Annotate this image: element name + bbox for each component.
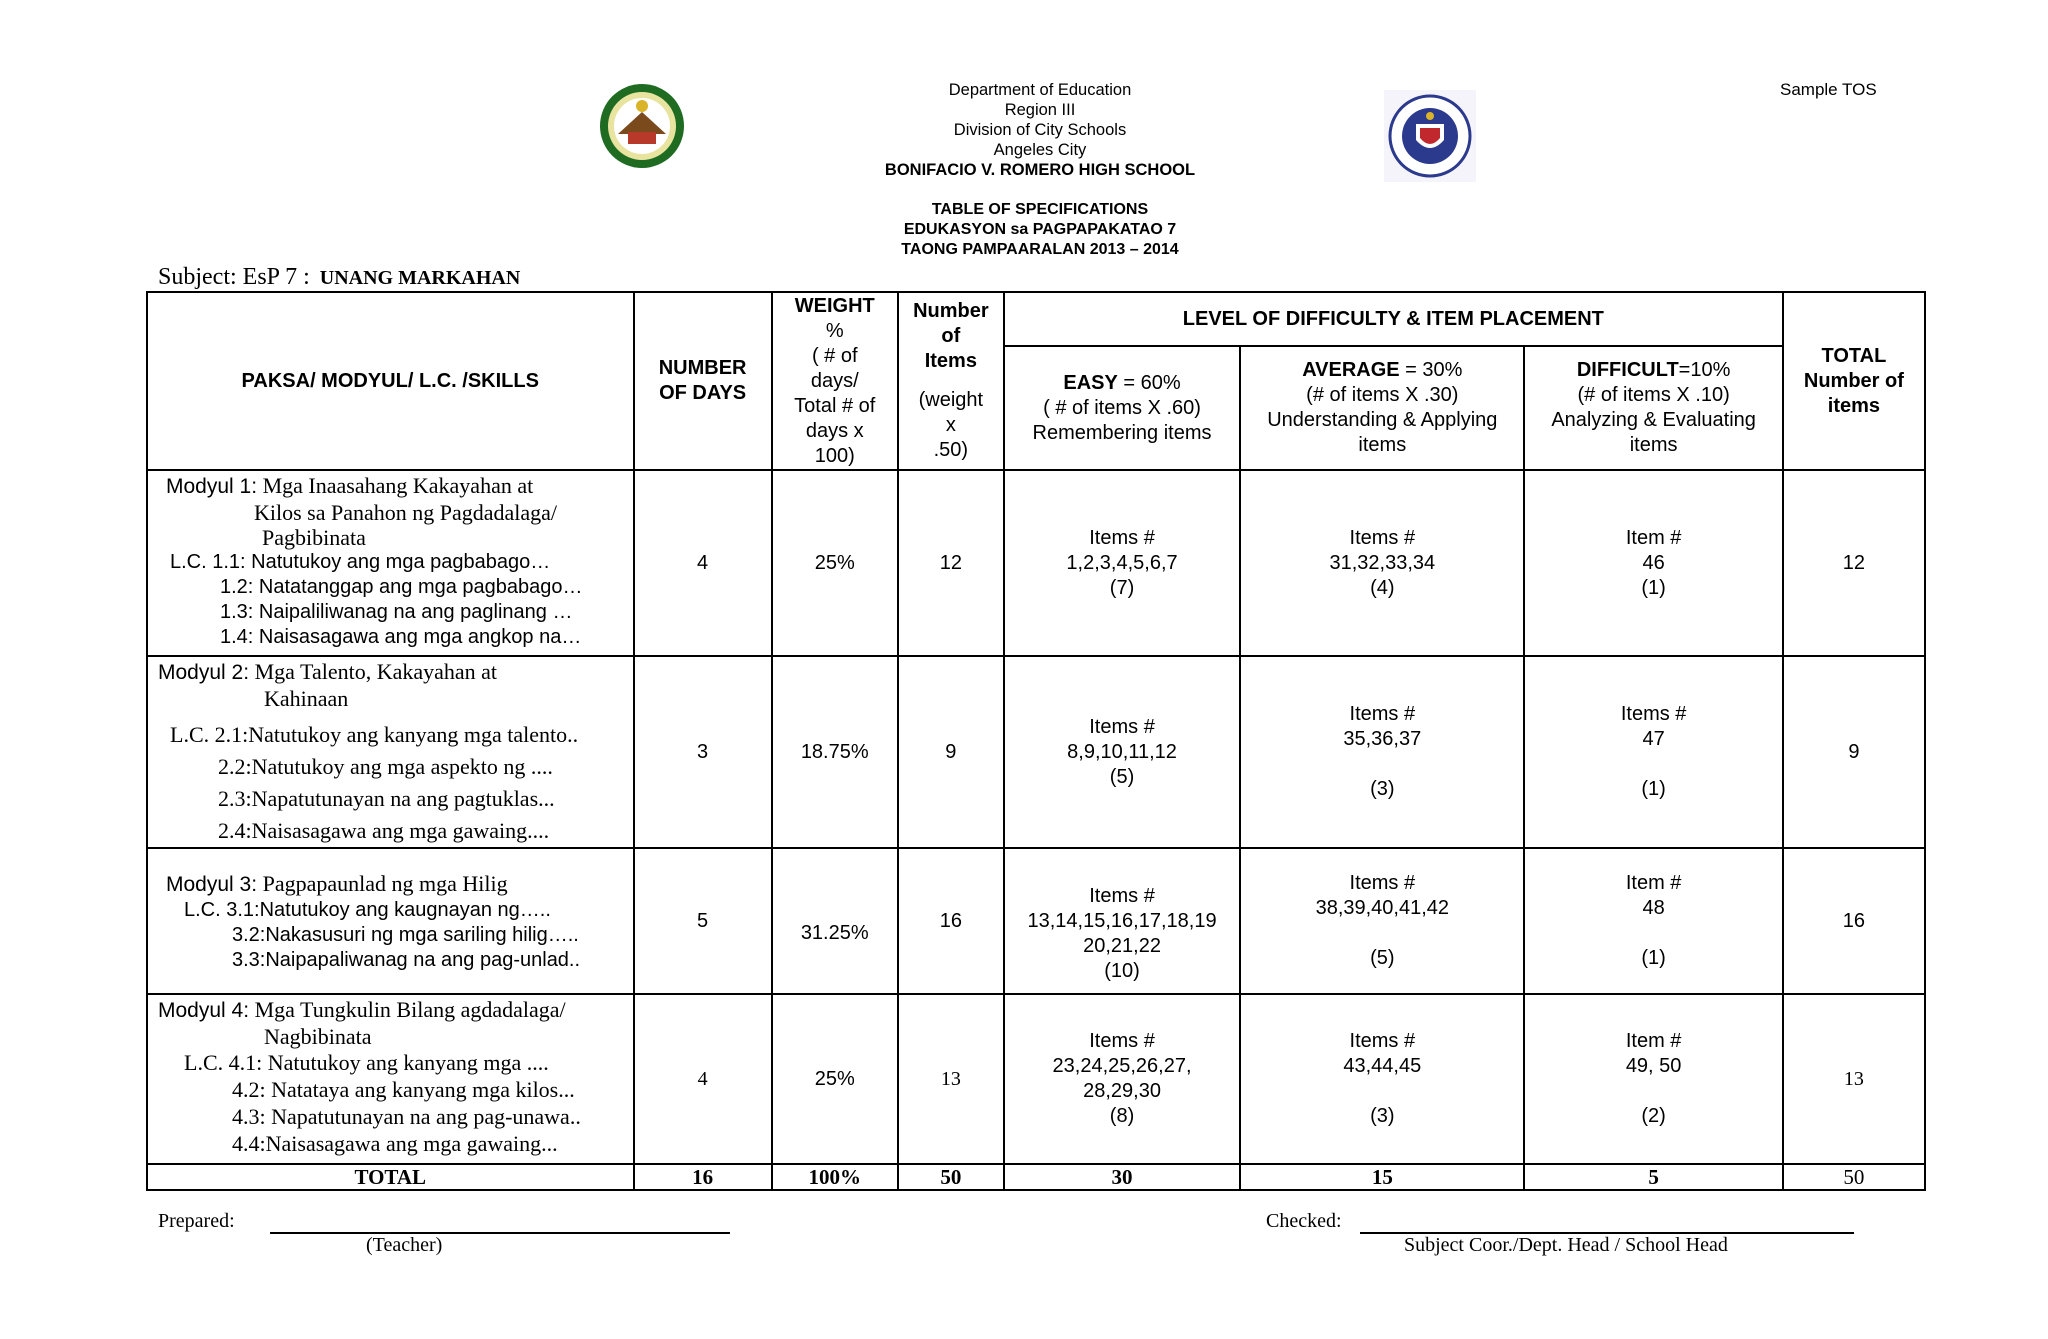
modyul-1-cell: Modyul 1: Mga Inaasahang Kakayahan at Kilos sa Panahon ng Pagdadalaga/ Pagbibinata L.C. 1.1: Natutukoy ang mga pagbabago… 1.2: Natatanggap ang mga pagbabago… 1.3: Naipaliliwanag na ang paglinang … 1.4: Naisasagawa ang mga angkop na…	[147, 470, 634, 656]
col-header-items: Number of Items (weight x .50)	[898, 292, 1004, 470]
subject-label: Subject: EsP 7 :	[158, 264, 310, 290]
easy-cell: Items # 1,2,3,4,5,6,7 (7)	[1004, 470, 1240, 656]
col-header-level: LEVEL OF DIFFICULTY & ITEM PLACEMENT	[1004, 292, 1783, 346]
agency-header	[700, 80, 1380, 180]
average-cell: Items # 43,44,45 (3)	[1240, 994, 1524, 1164]
col-header-average: AVERAGE = 30% (# of items X .30) Understanding & Applying items	[1240, 346, 1524, 470]
modyul-3-cell: Modyul 3: Pagpapaunlad ng mga Hilig L.C. 3.1:Natutukoy ang kaugnayan ng….. 3.2:Nakasusuri ng mga sariling hilig….. 3.3:Naipapaliwanag na ang pag-unlad..	[147, 848, 634, 994]
average-cell: Items # 38,39,40,41,42 (5)	[1240, 848, 1524, 994]
table-header-row	[147, 292, 1925, 346]
prepared-signature-line	[270, 1232, 730, 1234]
totals-weight: 100%	[772, 1164, 898, 1190]
average-cell: Items # 35,36,37 (3)	[1240, 656, 1524, 848]
days-cell: 5	[634, 848, 772, 994]
subject-line	[158, 264, 520, 291]
weight-cell: 25%	[772, 994, 898, 1164]
table-row	[147, 848, 1925, 994]
average-cell: Items # 31,32,33,34 (4)	[1240, 470, 1524, 656]
items-cell: 16	[898, 848, 1004, 994]
prepared-label: Prepared:	[158, 1210, 235, 1232]
col-header-difficult: DIFFICULT=10% (# of items X .10) Analyzing & Evaluating items	[1524, 346, 1782, 470]
deped-seal-logo	[1384, 90, 1476, 182]
totals-difficult: 5	[1524, 1164, 1782, 1190]
difficult-cell: Item # 48 (1)	[1524, 848, 1782, 994]
days-cell: 4	[634, 470, 772, 656]
header-line-1: Department of Education	[948, 81, 1132, 99]
items-cell: 9	[898, 656, 1004, 848]
school-seal-logo	[598, 82, 686, 170]
difficult-cell: Item # 49, 50 (2)	[1524, 994, 1782, 1164]
items-cell: 12	[898, 470, 1004, 656]
tos-subject: EDUKASYON sa PAGPAPAKATAO 7	[903, 221, 1177, 238]
col-header-weight: WEIGHT % ( # of days/ Total # of days x 100)	[772, 292, 898, 470]
items-cell: 13	[898, 994, 1004, 1164]
col-header-days: NUMBER OF DAYS	[634, 292, 772, 470]
total-cell: 16	[1783, 848, 1925, 994]
tos-title: TABLE OF SPECIFICATIONS	[931, 201, 1149, 218]
table-row	[147, 994, 1925, 1164]
easy-cell: Items # 23,24,25,26,27, 28,29,30 (8)	[1004, 994, 1240, 1164]
easy-cell: Items # 13,14,15,16,17,18,19 20,21,22 (10)	[1004, 848, 1240, 994]
total-cell: 12	[1783, 470, 1925, 656]
header-line-2: Region III	[1004, 101, 1076, 119]
totals-items: 50	[898, 1164, 1004, 1190]
days-cell: 4	[634, 994, 772, 1164]
weight-cell: 18.75%	[772, 656, 898, 848]
modyul-4-cell: Modyul 4: Mga Tungkulin Bilang agdadalaga/ Nagbibinata L.C. 4.1: Natutukoy ang kanyang mga .... 4.2: Natataya ang kanyang mga kilos... 4.3: Napatutunayan na ang pag-unawa.. 4.4:Naisasagawa ang mga gawaing...	[147, 994, 634, 1164]
days-cell: 3	[634, 656, 772, 848]
teacher-caption: (Teacher)	[366, 1234, 443, 1256]
totals-row	[147, 1164, 1925, 1190]
table-row	[147, 656, 1925, 848]
table-row	[147, 470, 1925, 656]
total-cell: 13	[1783, 994, 1925, 1164]
weight-cell: 31.25%	[772, 848, 898, 994]
totals-label: TOTAL	[147, 1164, 634, 1190]
checked-label: Checked:	[1266, 1210, 1342, 1232]
totals-days: 16	[634, 1164, 772, 1190]
col-header-skills: PAKSA/ MODYUL/ L.C. /SKILLS	[147, 292, 634, 470]
totals-easy: 30	[1004, 1164, 1240, 1190]
total-cell: 9	[1783, 656, 1925, 848]
heads-caption: Subject Coor./Dept. Head / School Head	[1404, 1234, 1728, 1256]
specification-table	[146, 291, 1926, 1191]
tos-year: TAONG PAMPAARALAN 2013 – 2014	[901, 241, 1179, 258]
difficult-cell: Item # 46 (1)	[1524, 470, 1782, 656]
totals-total: 50	[1783, 1164, 1925, 1190]
col-header-easy: EASY = 60% ( # of items X .60) Remembering items	[1004, 346, 1240, 470]
easy-cell: Items # 8,9,10,11,12 (5)	[1004, 656, 1240, 848]
school-name: BONIFACIO V. ROMERO HIGH SCHOOL	[884, 161, 1196, 179]
totals-average: 15	[1240, 1164, 1524, 1190]
weight-cell: 25%	[772, 470, 898, 656]
header-line-3: Division of City Schools	[953, 121, 1127, 139]
modyul-2-cell: Modyul 2: Mga Talento, Kakayahan at Kahinaan L.C. 2.1:Natutukoy ang kanyang mga talento.. 2.2:Natutukoy ang mga aspekto ng .... 2.3:Napatutunayan na ang pagtuklas... 2.4:Naisasagawa ang mga gawaing....	[147, 656, 634, 848]
col-header-total: TOTAL Number of items	[1783, 292, 1925, 470]
sample-label: Sample TOS	[1780, 80, 1877, 99]
difficult-cell: Items # 47 (1)	[1524, 656, 1782, 848]
tos-title-block	[700, 200, 1380, 260]
header-line-4: Angeles City	[993, 141, 1087, 159]
quarter-label: UNANG MARKAHAN	[319, 267, 521, 289]
